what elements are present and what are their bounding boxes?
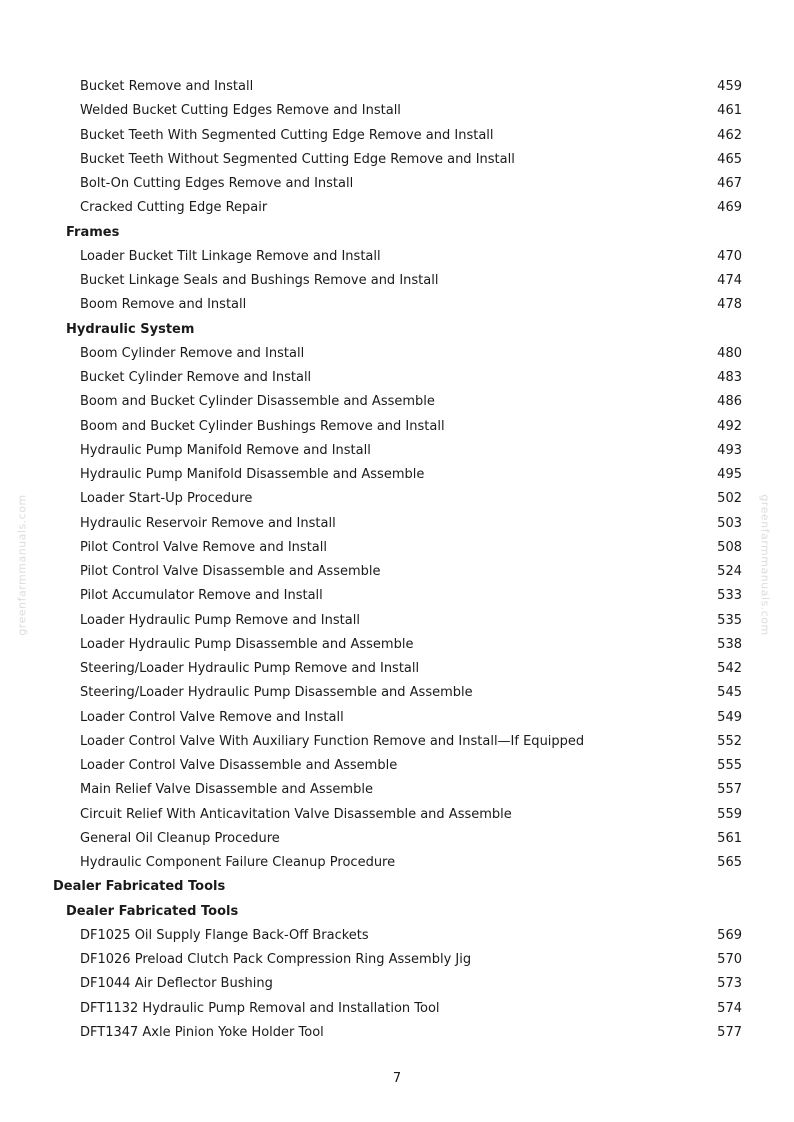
toc-entry-page: 565 xyxy=(717,855,742,870)
toc-entry-title: Loader Control Valve Remove and Install xyxy=(80,709,344,725)
toc-entry-title: Boom and Bucket Cylinder Bushings Remove and Install xyxy=(80,418,445,434)
toc-entry[interactable] xyxy=(0,633,794,657)
toc-entry-title: DF1026 Preload Clutch Pack Compression Ring Assembly Jig xyxy=(80,952,472,967)
toc-entry-title: Dealer Fabricated Tools xyxy=(53,879,226,895)
toc-entry[interactable] xyxy=(0,487,794,511)
toc-entry-title: Hydraulic Reservoir Remove and Install xyxy=(80,515,336,531)
toc-heading[interactable] xyxy=(0,875,794,899)
toc-entry-title: Hydraulic System xyxy=(66,321,195,337)
toc-entry-page: 524 xyxy=(717,564,742,579)
toc-entry-page: 557 xyxy=(717,782,742,798)
toc-entry-page: 480 xyxy=(717,345,742,361)
toc-entry-page: 469 xyxy=(717,200,742,216)
toc-entry-page: 574 xyxy=(717,1000,742,1016)
toc-entry-page: 559 xyxy=(717,806,742,822)
toc-entry-page: 465 xyxy=(717,151,742,167)
toc-entry-title: Loader Control Valve Disassemble and Assemble xyxy=(80,758,398,773)
toc-entry-page: 502 xyxy=(717,491,742,507)
toc-entry[interactable] xyxy=(0,948,794,972)
toc-entry-title: Cracked Cutting Edge Repair xyxy=(80,200,268,216)
toc-entry[interactable] xyxy=(0,681,794,705)
toc-entry-page: 508 xyxy=(717,539,742,555)
toc-entry-page: 535 xyxy=(717,612,742,628)
toc-entry-title: Steering/Loader Hydraulic Pump Remove and Install xyxy=(80,661,420,676)
toc-entry[interactable] xyxy=(0,245,794,269)
toc-entry[interactable] xyxy=(0,609,794,633)
toc-entry[interactable] xyxy=(0,99,794,123)
toc-entry-title: Bucket Teeth Without Segmented Cutting Edge Remove and Install xyxy=(80,151,515,167)
toc-entry[interactable] xyxy=(0,972,794,996)
toc-entry-title: Bolt-On Cutting Edges Remove and Install xyxy=(80,176,354,191)
toc-entry-title: Loader Control Valve With Auxiliary Function Remove and Install—If Equipped xyxy=(80,733,585,749)
toc-entry[interactable] xyxy=(0,754,794,778)
toc-entry-page: 549 xyxy=(717,709,742,725)
toc-entry[interactable] xyxy=(0,997,794,1021)
toc-entry[interactable] xyxy=(0,560,794,584)
toc-entry[interactable] xyxy=(0,1021,794,1045)
toc-entry-page: 467 xyxy=(717,176,742,191)
toc-entry[interactable] xyxy=(0,148,794,172)
toc-heading[interactable] xyxy=(0,318,794,342)
toc-entry[interactable] xyxy=(0,706,794,730)
toc-entry-title: Pilot Accumulator Remove and Install xyxy=(80,588,323,604)
watermark-left: greenfarmmanuals.com xyxy=(15,494,29,636)
toc-entry-page: 577 xyxy=(717,1024,742,1040)
toc-entry-title: Welded Bucket Cutting Edges Remove and Install xyxy=(80,103,401,119)
toc-entry-page: 542 xyxy=(717,661,742,676)
toc-entry-title: Frames xyxy=(66,224,120,240)
toc-entry[interactable] xyxy=(0,924,794,948)
toc-entry-title: Circuit Relief With Anticavitation Valve Disassemble and Assemble xyxy=(80,806,512,822)
toc-entry-page: 561 xyxy=(717,830,742,846)
toc-entry[interactable] xyxy=(0,463,794,487)
toc-entry-title: Hydraulic Component Failure Cleanup Procedure xyxy=(80,855,396,870)
toc-entry-title: General Oil Cleanup Procedure xyxy=(80,830,280,846)
toc-entry-page: 495 xyxy=(717,467,742,482)
toc-heading[interactable] xyxy=(0,900,794,924)
toc-entry-title: Loader Start-Up Procedure xyxy=(80,491,253,507)
toc-entry-page: 538 xyxy=(717,636,742,652)
toc-entry-title: DFT1347 Axle Pinion Yoke Holder Tool xyxy=(80,1024,324,1040)
toc-entry-page: 462 xyxy=(717,127,742,143)
toc-entry[interactable] xyxy=(0,390,794,414)
toc-entry-page: 474 xyxy=(717,273,742,288)
toc-entry[interactable] xyxy=(0,512,794,536)
toc-entry-page: 533 xyxy=(717,588,742,604)
toc-entry-page: 545 xyxy=(717,685,742,701)
toc-entry[interactable] xyxy=(0,803,794,827)
toc-entry[interactable] xyxy=(0,851,794,875)
toc-heading[interactable] xyxy=(0,221,794,245)
toc-entry-page: 493 xyxy=(717,442,742,458)
toc-entry[interactable] xyxy=(0,196,794,220)
toc-entry-title: DF1025 Oil Supply Flange Back-Off Brackets xyxy=(80,927,369,943)
toc-entry-title: Loader Hydraulic Pump Disassemble and Assemble xyxy=(80,636,414,652)
toc-entry-title: Boom and Bucket Cylinder Disassemble and Assemble xyxy=(80,394,435,410)
toc-entry[interactable] xyxy=(0,536,794,560)
toc-entry-title: DFT1132 Hydraulic Pump Removal and Installation Tool xyxy=(80,1000,440,1016)
toc-entry[interactable] xyxy=(0,415,794,439)
toc-entry-title: Pilot Control Valve Disassemble and Assemble xyxy=(80,564,381,579)
toc-entry-title: Bucket Remove and Install xyxy=(80,79,254,94)
toc-entry-page: 570 xyxy=(717,952,742,967)
toc-entry-title: Hydraulic Pump Manifold Disassemble and Assemble xyxy=(80,467,425,482)
toc-entry-title: Bucket Cylinder Remove and Install xyxy=(80,370,312,385)
toc-entry-page: 503 xyxy=(717,515,742,531)
toc-entry[interactable] xyxy=(0,124,794,148)
toc-entry-title: Boom Cylinder Remove and Install xyxy=(80,345,305,361)
page-number: 7 xyxy=(392,1071,402,1086)
toc-entry[interactable] xyxy=(0,172,794,196)
toc-entry[interactable] xyxy=(0,366,794,390)
table-of-contents xyxy=(0,75,794,1045)
toc-entry-title: DF1044 Air Deflector Bushing xyxy=(80,976,273,992)
toc-entry[interactable] xyxy=(0,342,794,366)
toc-entry-title: Hydraulic Pump Manifold Remove and Install xyxy=(80,442,371,458)
toc-entry[interactable] xyxy=(0,439,794,463)
toc-entry[interactable] xyxy=(0,293,794,317)
toc-entry-title: Loader Hydraulic Pump Remove and Install xyxy=(80,612,360,628)
toc-entry-title: Pilot Control Valve Remove and Install xyxy=(80,539,327,555)
toc-entry-title: Steering/Loader Hydraulic Pump Disassemble and Assemble xyxy=(80,685,473,701)
toc-entry-page: 478 xyxy=(717,297,742,313)
toc-entry[interactable] xyxy=(0,827,794,851)
toc-entry-page: 470 xyxy=(717,248,742,264)
toc-entry-title: Dealer Fabricated Tools xyxy=(66,903,239,919)
toc-entry[interactable] xyxy=(0,730,794,754)
toc-entry[interactable] xyxy=(0,269,794,293)
toc-entry-page: 461 xyxy=(717,103,742,119)
toc-entry-title: Boom Remove and Install xyxy=(80,297,247,313)
toc-entry-page: 483 xyxy=(717,370,742,385)
toc-entry-page: 569 xyxy=(717,927,742,943)
toc-entry[interactable] xyxy=(0,778,794,802)
toc-entry-page: 486 xyxy=(717,394,742,410)
toc-entry-title: Loader Bucket Tilt Linkage Remove and Install xyxy=(80,248,381,264)
toc-entry-page: 555 xyxy=(717,758,742,773)
watermark-right: greenfarmmanuals.com xyxy=(758,494,772,636)
toc-entry-title: Bucket Linkage Seals and Bushings Remove and Install xyxy=(80,273,439,288)
toc-entry[interactable] xyxy=(0,657,794,681)
toc-entry-title: Bucket Teeth With Segmented Cutting Edge Remove and Install xyxy=(80,127,494,143)
toc-entry-page: 552 xyxy=(717,733,742,749)
toc-entry-page: 459 xyxy=(717,79,742,94)
toc-entry-title: Main Relief Valve Disassemble and Assemble xyxy=(80,782,373,798)
toc-entry[interactable] xyxy=(0,75,794,99)
toc-entry-page: 492 xyxy=(717,418,742,434)
toc-entry-page: 573 xyxy=(717,976,742,992)
toc-entry[interactable] xyxy=(0,584,794,608)
